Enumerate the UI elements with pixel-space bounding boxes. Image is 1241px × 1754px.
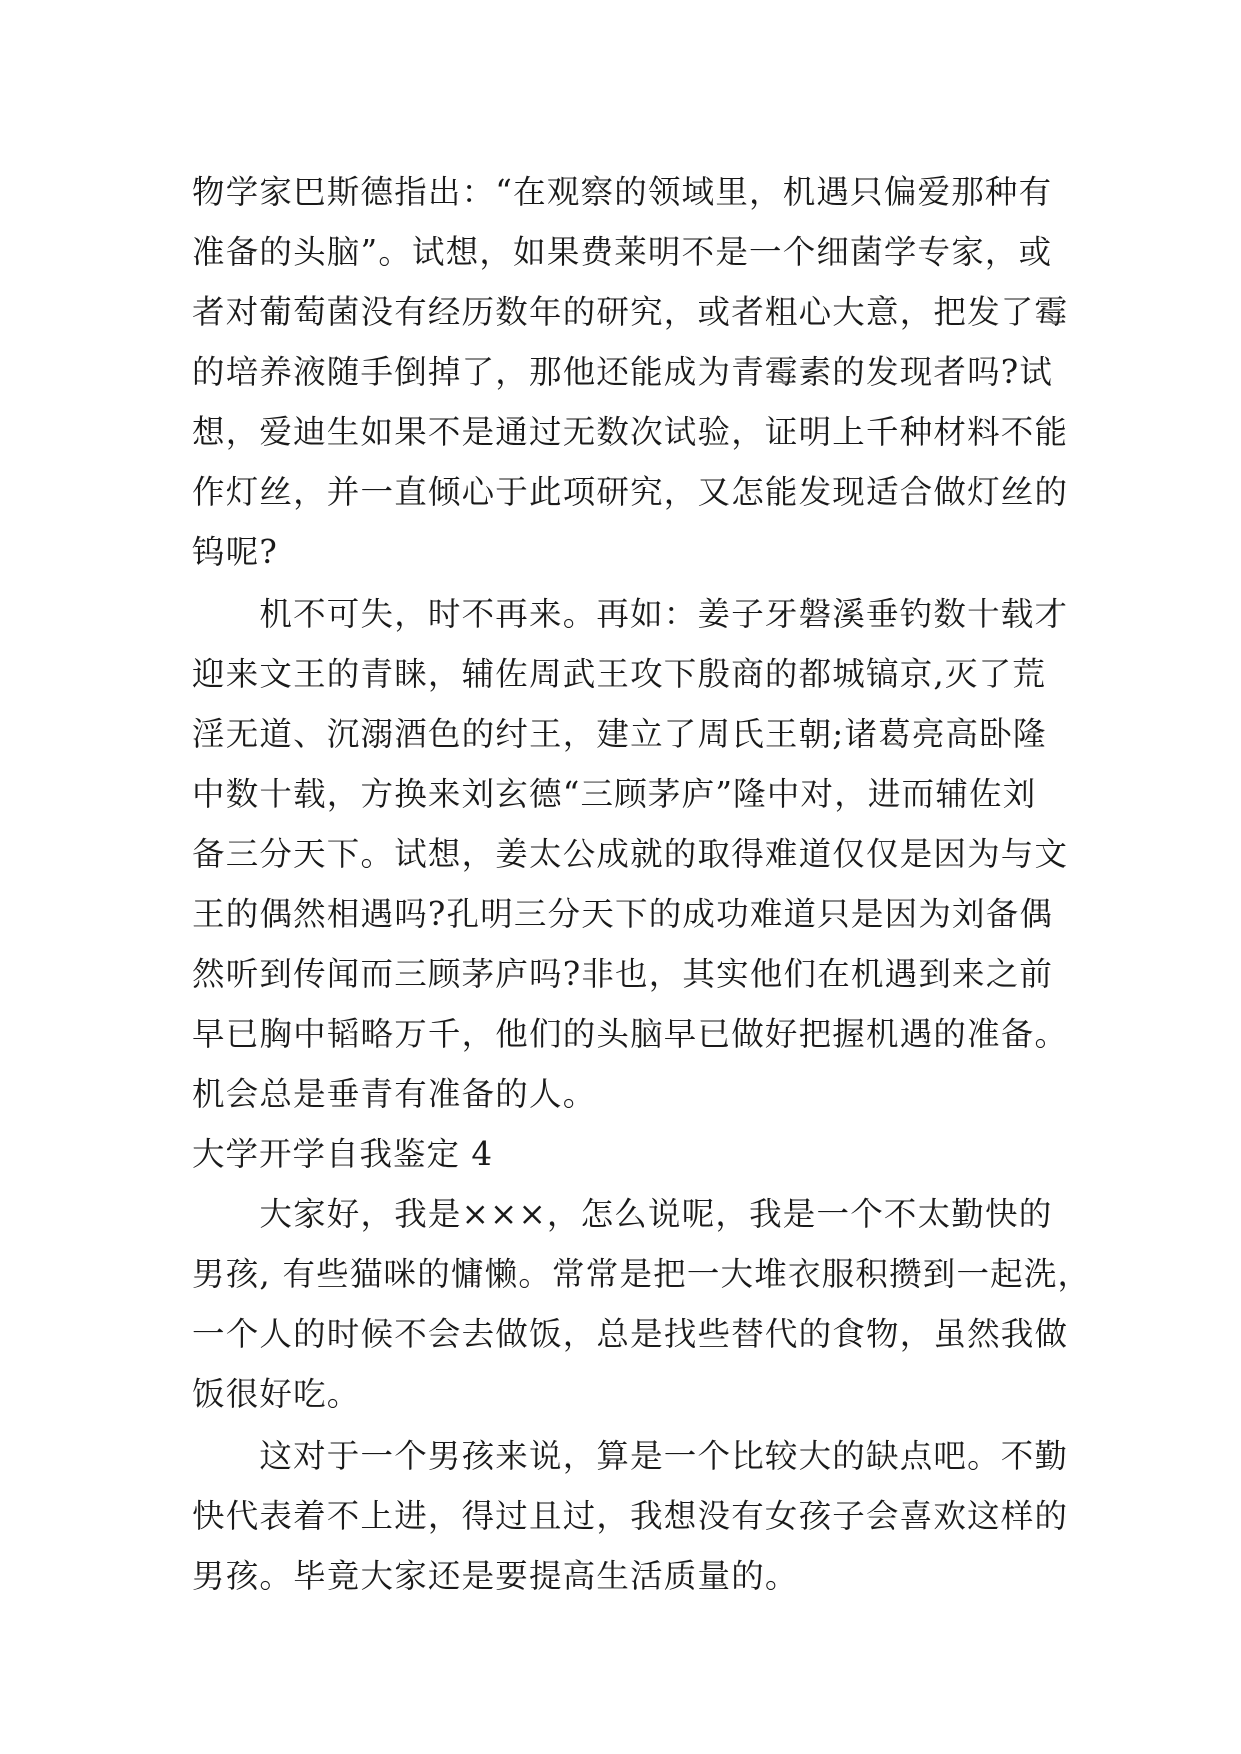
text-line: 钨呢?	[192, 533, 279, 571]
text-line: 机会总是垂青有准备的人。	[192, 1075, 597, 1113]
text-line: 男孩, 有些猫咪的慵懒。常常是把一大堆衣服积攒到一起洗，	[192, 1255, 1092, 1293]
text-line: 男孩。毕竟大家还是要提高生活质量的。	[192, 1557, 799, 1595]
text-line: 的培养液随手倒掉了，那他还能成为青霉素的发现者吗?试	[192, 353, 1054, 391]
text-line: 者对葡萄菌没有经历数年的研究，或者粗心大意，把发了霉	[192, 293, 1069, 331]
paragraph-introduction	[192, 1184, 1092, 1424]
text-line: 中数十载，方换来刘玄德“三顾茅庐”隆中对，进而辅佐刘	[192, 775, 1037, 813]
text-line: 早已胸中韬略万千，他们的头脑早已做好把握机遇的准备。	[192, 1015, 1069, 1053]
section-title: 大学开学自我鉴定 4	[192, 1135, 494, 1173]
document-page	[192, 162, 1092, 1606]
text-line: 想，爱迪生如果不是通过无数次试验，证明上千种材料不能	[192, 413, 1069, 451]
text-line: 然听到传闻而三顾茅庐吗?非也，其实他们在机遇到来之前	[192, 955, 1054, 993]
paragraph-shortcoming	[192, 1426, 1069, 1606]
text-line: 作灯丝，并一直倾心于此项研究，又怎能发现适合做灯丝的	[192, 473, 1069, 511]
text-line: 物学家巴斯德指出：“在观察的领域里，机遇只偏爱那种有	[192, 173, 1053, 211]
text-line: 王的偶然相遇吗?孔明三分天下的成功难道只是因为刘备偶	[192, 895, 1054, 933]
text-line: 大家好，我是×××，怎么说呢，我是一个不太勤快的	[192, 1195, 1053, 1233]
paragraph-opportunity	[192, 584, 1069, 1124]
text-line: 备三分天下。试想，姜太公成就的取得难道仅仅是因为与文	[192, 835, 1069, 873]
text-line: 快代表着不上进，得过且过，我想没有女孩子会喜欢这样的	[192, 1497, 1069, 1535]
text-line: 饭很好吃。	[192, 1375, 361, 1413]
text-line: 淫无道、沉溺酒色的纣王，建立了周氏王朝;诸葛亮高卧隆	[192, 715, 1047, 753]
text-line: 准备的头脑”。试想，如果费莱明不是一个细菌学专家，或	[192, 233, 1053, 271]
text-line: 这对于一个男孩来说，算是一个比较大的缺点吧。不勤	[192, 1437, 1069, 1475]
text-line: 机不可失，时不再来。再如：姜子牙磐溪垂钓数十载才	[192, 595, 1069, 633]
text-line: 一个人的时候不会去做饭，总是找些替代的食物，虽然我做	[192, 1315, 1069, 1353]
paragraph-pasteur	[192, 162, 1069, 582]
text-line: 迎来文王的青睐，辅佐周武王攻下殷商的都城镐京,灭了荒	[192, 655, 1047, 693]
